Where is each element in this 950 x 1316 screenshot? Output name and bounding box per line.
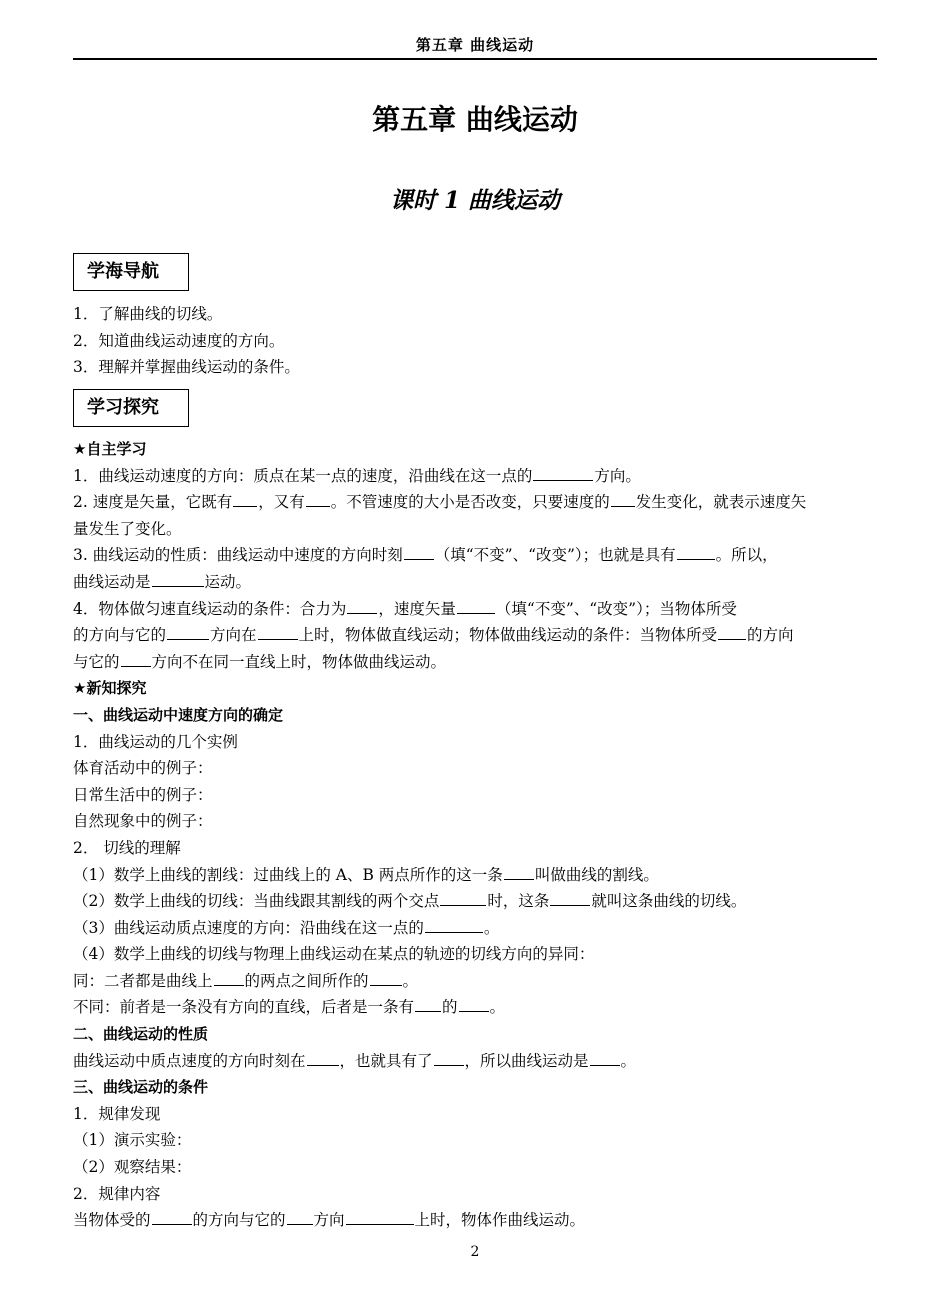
- page-number: 2: [470, 1244, 480, 1260]
- part-3-heading: 三、曲线运动的条件: [73, 1078, 209, 1097]
- fill-blank[interactable]: [258, 624, 298, 640]
- p1-text: 的两点之间所作的: [244, 971, 369, 990]
- objective-item: 2．知道曲线运动速度的方向。: [73, 331, 285, 350]
- part-1-line: [73, 968, 877, 995]
- part-1-line: 2． 切线的理解: [73, 838, 181, 857]
- q3-text: 曲线运动是: [73, 572, 151, 591]
- part-3-line: 1．规律发现: [73, 1104, 161, 1123]
- section-box-inquiry: 学习探究: [73, 389, 189, 427]
- question-3-cont: [73, 569, 877, 596]
- part-1-line: [73, 915, 877, 942]
- p1-text: 。: [483, 918, 500, 937]
- fill-blank[interactable]: [440, 890, 486, 906]
- new-knowledge-heading: ★新知探究: [73, 679, 147, 698]
- chapter-title: 第五章 曲线运动: [372, 103, 578, 136]
- objective-item: 1．了解曲线的切线。: [73, 305, 223, 323]
- q2-text: 2. 速度是矢量，它既有: [73, 493, 233, 512]
- q3-text: 运动。: [204, 572, 252, 591]
- part-3-line: [73, 1207, 877, 1234]
- question-3: [73, 542, 877, 569]
- p1-text: 叫做曲线的割线。: [534, 865, 659, 884]
- p1-text: （1）数学上曲线的割线：过曲线上的 A、B 两点所作的这一条: [73, 865, 503, 884]
- fill-blank[interactable]: [459, 996, 489, 1012]
- fill-blank[interactable]: [415, 996, 441, 1012]
- fill-blank[interactable]: [287, 1209, 313, 1225]
- q4-text: 的方向: [747, 626, 794, 645]
- fill-blank[interactable]: [233, 491, 257, 507]
- p1-text: 就叫这条曲线的切线。: [591, 892, 747, 911]
- section-box-navigation: 学海导航: [73, 253, 189, 291]
- question-2-cont: 量发生了变化。: [73, 519, 182, 538]
- fill-blank[interactable]: [457, 598, 495, 614]
- part-3-line: （2）观察结果：: [73, 1158, 192, 1177]
- fill-blank[interactable]: [152, 1209, 192, 1225]
- part-3-line: （1）演示实验：: [73, 1131, 192, 1150]
- fill-blank[interactable]: [504, 864, 534, 880]
- fill-blank[interactable]: [611, 491, 635, 507]
- fill-blank[interactable]: [152, 571, 204, 587]
- p3-text: 当物体受的: [73, 1211, 151, 1230]
- q4-text: 方向在: [210, 626, 257, 645]
- fill-blank[interactable]: [404, 544, 434, 560]
- fill-blank[interactable]: [347, 598, 377, 614]
- fill-blank[interactable]: [550, 890, 590, 906]
- fill-blank[interactable]: [307, 1050, 339, 1066]
- part-1-line: [73, 888, 877, 915]
- p2-text: ，所以曲线运动是: [464, 1051, 589, 1070]
- p1-text: 。: [402, 971, 419, 990]
- header-rule: [73, 58, 877, 60]
- question-2: [73, 489, 877, 516]
- running-header: 第五章 曲线运动: [415, 36, 535, 54]
- part-1-line: 日常生活中的例子：: [73, 785, 213, 804]
- part-3-line: 2．规律内容: [73, 1184, 161, 1203]
- fill-blank[interactable]: [677, 544, 715, 560]
- part-1-heading: 一、曲线运动中速度方向的确定: [73, 705, 284, 724]
- part-1-line: [73, 994, 877, 1021]
- part-1-line: 1．曲线运动的几个实例: [73, 732, 238, 751]
- p2-text: 曲线运动中质点速度的方向时刻在: [73, 1051, 306, 1070]
- study-content: [73, 436, 877, 1234]
- p2-text: 。: [620, 1051, 637, 1070]
- question-4: [73, 596, 877, 623]
- q2-text: 。不管速度的大小是否改变，只要速度的: [330, 493, 610, 512]
- q1-text: 方向。: [594, 466, 641, 485]
- fill-blank[interactable]: [533, 465, 593, 481]
- self-study-heading: ★自主学习: [73, 440, 147, 458]
- part-1-line: [73, 862, 877, 889]
- part-2-heading: 二、曲线运动的性质: [73, 1025, 209, 1044]
- fill-blank[interactable]: [434, 1050, 464, 1066]
- fill-blank[interactable]: [590, 1050, 620, 1066]
- q3-text: 3. 曲线运动的性质：曲线运动中速度的方向时刻: [73, 546, 403, 565]
- p1-text: 时，这条: [487, 892, 550, 911]
- question-4-cont: [73, 649, 877, 676]
- q3-text: 。所以，: [715, 546, 778, 565]
- fill-blank[interactable]: [346, 1209, 414, 1225]
- part-1-line: 体育活动中的例子：: [73, 759, 213, 778]
- q4-text: 与它的: [73, 652, 120, 671]
- fill-blank[interactable]: [167, 624, 209, 640]
- fill-blank[interactable]: [370, 970, 402, 986]
- p1-text: 不同：前者是一条没有方向的直线，后者是一条有: [73, 998, 415, 1017]
- q2-text: 发生变化，就表示速度矢: [635, 493, 807, 512]
- part-2-line: [73, 1048, 877, 1075]
- p2-text: ，也就具有了: [339, 1051, 433, 1070]
- p3-text: 上时，物体作曲线运动。: [414, 1211, 586, 1230]
- q4-text: （填“不变”、“改变”）；当物体所受: [495, 599, 737, 618]
- q4-text: 方向不在同一直线上时，物体做曲线运动。: [151, 652, 447, 671]
- q1-text: 1．曲线运动速度的方向：质点在某一点的速度，沿曲线在这一点的: [73, 466, 533, 485]
- p1-text: 的: [442, 998, 458, 1017]
- question-1: [73, 463, 877, 490]
- fill-blank[interactable]: [121, 651, 151, 667]
- part-1-line: 自然现象中的例子：: [73, 812, 213, 831]
- p3-text: 方向: [313, 1211, 345, 1230]
- objective-item: 3．理解并掌握曲线运动的条件。: [73, 358, 300, 377]
- part-1-line: （4）数学上曲线的切线与物理上曲线运动在某点的轨迹的切线方向的异同：: [73, 945, 595, 964]
- question-4-cont: [73, 622, 877, 649]
- p1-text: 。: [489, 998, 506, 1017]
- fill-blank[interactable]: [718, 624, 746, 640]
- q3-text: （填“不变”、“改变”）；也就是具有: [434, 546, 676, 565]
- p3-text: 的方向与它的: [192, 1211, 286, 1230]
- fill-blank[interactable]: [214, 970, 244, 986]
- q4-text: ，速度矢量: [378, 599, 456, 618]
- p1-text: （2）数学上曲线的切线：当曲线跟其割线的两个交点: [73, 892, 440, 911]
- objectives-list: [73, 301, 877, 381]
- fill-blank[interactable]: [425, 917, 483, 933]
- lesson-title: 课时 1 曲线运动: [389, 187, 561, 214]
- fill-blank[interactable]: [306, 491, 330, 507]
- q4-text: 上时，物体做直线运动；物体做曲线运动的条件：当物体所受: [298, 626, 718, 645]
- p1-text: （3）曲线运动质点速度的方向：沿曲线在这一点的: [73, 918, 424, 937]
- q4-text: 4．物体做匀速直线运动的条件：合力为: [73, 599, 347, 618]
- q4-text: 的方向与它的: [73, 626, 167, 645]
- q2-text: ，又有: [258, 493, 305, 512]
- p1-text: 同：二者都是曲线上: [73, 971, 213, 990]
